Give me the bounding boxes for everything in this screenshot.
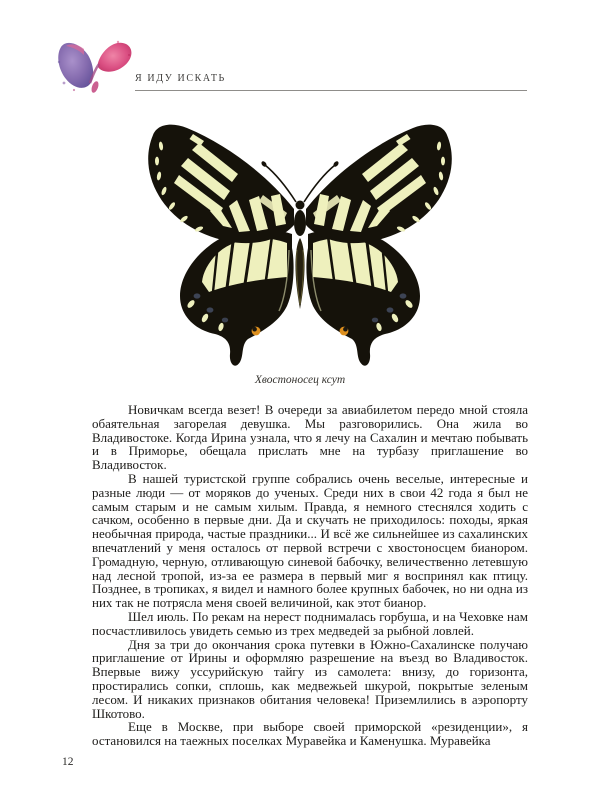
header-rule <box>135 90 527 91</box>
page-number: 12 <box>62 756 74 768</box>
paragraph: Еще в Москве, при выборе своей приморской «резиденции», я остановился на таежных поселках Муравейка и Каменушка. Муравейка <box>92 719 528 749</box>
figure-caption: Хвостоносец ксут <box>254 374 346 386</box>
body-text <box>92 403 528 748</box>
paragraph: Новичкам всегда везет! В очереди за авиабилетом передо мной стояла обаятельная загорелая девушка. Мы разговорились. Она жила во Владивостоке. Когда Ирина узнала, что я лечу на Сахалин и мечтаю побывать и в Приморье, обещала прислать мне на турбазу приглашение во Владивосток. <box>92 402 528 473</box>
series-title: Я ИДУ ИСКАТЬ <box>135 73 226 84</box>
paragraph: Шел июль. По рекам на нерест поднималась горбуша, и на Чеховке нам посчастливилось увидеть семью из трех медведей за рыбной ловлей. <box>92 608 528 638</box>
butterfly-illustration <box>135 111 465 371</box>
paragraph: В нашей туристской группе собрались очень веселые, интересные и разные люди — от моряков до ученых. Среди них в свои 42 года я был не самым старым и не самым хилым. Правда, я немного стеснялся ходить с сачком, особенно в первые дни. Да и скучать не приходилось: походы, яркая необычная природа, частые праздники... И всё же сильнейшее из сахалинских впечатлений у меня осталось от первой встречи с хвостоносцем бианором. Громадную, черную, отливающую синевой бабочку, величественно летевшую над лесной тропой, из-за ее размера в первый миг я воспринял как птицу. Позднее, в тропиках, я видел и намного более крупных бабочек, но ни одна из них так не потрясла меня своей величиной, как этот бианор. <box>92 470 528 611</box>
butterfly-logo-icon <box>54 37 134 101</box>
paragraph: Дня за три до окончания срока путевки в Южно-Сахалинске получаю приглашение от Ирины и оформляю разрешение на въезд во Владивосток. Впервые вижу уссурийскую тайгу из самолета: внизу, до горизонта, простирались сопки, сплошь, как медвежьей шкурой, покрытые зеленым лесом. И никаких признаков обитания человека! Приземлились в аэропорту Шкотово. <box>92 636 528 721</box>
